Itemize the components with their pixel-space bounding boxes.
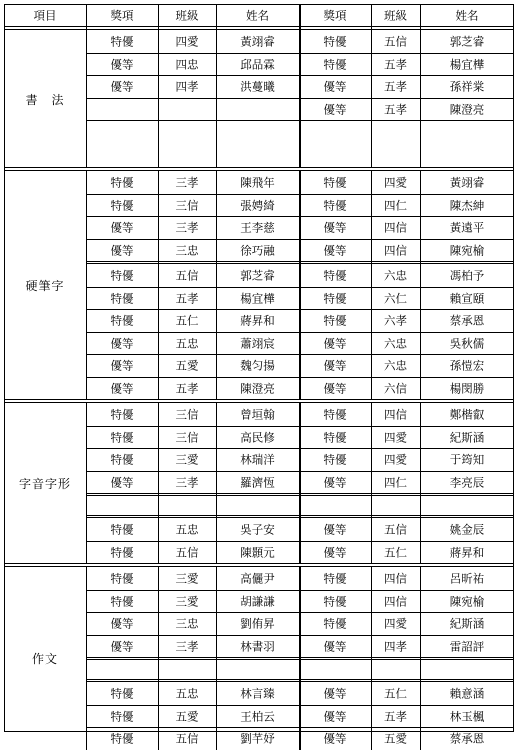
table-cell-award: 特優 xyxy=(110,407,134,422)
table-cell-name: 黃翊睿 xyxy=(240,34,275,49)
table-cell-award: 優等 xyxy=(110,475,134,489)
table-cell-name2: 賴宣頤 xyxy=(449,291,485,305)
section-title: 硬筆字 xyxy=(25,279,65,293)
section-rule xyxy=(4,170,514,171)
column-rule xyxy=(420,4,421,29)
table-cell-award2: 特優 xyxy=(323,198,347,212)
table-cell-class2: 五孝 xyxy=(384,709,407,723)
table-cell-award2: 特優 xyxy=(323,430,347,444)
table-cell-name: 林瑞洋 xyxy=(240,452,275,467)
table-cell-award: 特優 xyxy=(110,709,134,723)
table-cell-award2: 特優 xyxy=(323,34,347,49)
table-cell-name2: 郭芝睿 xyxy=(449,34,485,49)
column-rule xyxy=(371,403,372,563)
table-cell-name2: 呂昕祐 xyxy=(449,571,485,586)
table-cell-class: 五忠 xyxy=(175,686,199,701)
table-cell-award2: 特優 xyxy=(323,175,347,190)
table-cell-name: 陳飛年 xyxy=(240,175,275,190)
table-cell-class: 五信 xyxy=(175,545,199,559)
table-cell-award: 優等 xyxy=(110,79,134,94)
column-rule xyxy=(371,30,372,167)
column-rule xyxy=(299,567,301,750)
table-cell-name2: 陳澄亮 xyxy=(449,102,485,116)
table-cell-award2: 優等 xyxy=(323,336,347,350)
table-cell-name2: 賴意涵 xyxy=(449,686,485,701)
table-cell-award: 優等 xyxy=(110,220,134,235)
table-cell-class2: 五孝 xyxy=(384,102,407,116)
table-cell-class2: 四愛 xyxy=(384,430,407,444)
table-cell-award2: 特優 xyxy=(323,291,347,305)
table-cell-name2: 楊宜樺 xyxy=(449,57,485,71)
table-cell-award2: 優等 xyxy=(323,545,347,559)
table-cell-award2: 特優 xyxy=(323,268,347,283)
table-cell-name: 劉芊妤 xyxy=(240,731,275,746)
table-cell-award2: 特優 xyxy=(323,594,347,608)
section-title: 書 法 xyxy=(25,92,65,107)
table-cell-class: 五仁 xyxy=(175,313,199,328)
header-cell-item: 項目 xyxy=(33,8,57,23)
header-cell-award: 獎項 xyxy=(110,8,134,23)
table-cell-award2: 優等 xyxy=(323,709,347,723)
table-cell-award: 特優 xyxy=(110,731,134,746)
column-rule xyxy=(216,567,217,750)
table-cell-award: 特優 xyxy=(110,198,134,212)
column-rule xyxy=(371,4,372,29)
column-rule xyxy=(158,171,159,399)
table-cell-award: 優等 xyxy=(110,336,134,350)
table-cell-award2: 優等 xyxy=(323,358,347,373)
table-cell-award2: 特優 xyxy=(323,616,347,631)
table-cell-award: 優等 xyxy=(110,639,134,653)
table-cell-class: 三愛 xyxy=(175,452,199,467)
table-cell-class: 三孝 xyxy=(175,175,199,190)
table-cell-name2: 紀斯涵 xyxy=(449,616,485,631)
table-cell-award: 特優 xyxy=(110,571,134,586)
table-cell-class: 三孝 xyxy=(175,639,199,653)
table-cell-name: 蔣昇和 xyxy=(240,313,275,328)
column-rule xyxy=(299,171,301,399)
column-rule xyxy=(86,171,87,399)
table-cell-class2: 六忠 xyxy=(384,336,407,350)
table-cell-class: 五孝 xyxy=(175,291,199,305)
table-cell-award2: 特優 xyxy=(323,571,347,586)
table-cell-class: 三忠 xyxy=(175,243,199,257)
table-cell-award: 特優 xyxy=(110,452,134,467)
table-cell-award: 特優 xyxy=(110,686,134,701)
table-cell-name2: 陳宛榆 xyxy=(449,243,485,257)
section-rule xyxy=(4,402,514,403)
table-cell-award: 優等 xyxy=(110,381,134,395)
table-cell-class: 五愛 xyxy=(175,358,199,373)
table-cell-class2: 五孝 xyxy=(384,57,407,71)
table-cell-name: 洪蔓曦 xyxy=(240,79,275,94)
table-cell-award2: 優等 xyxy=(323,381,347,395)
table-cell-class: 四愛 xyxy=(175,34,199,49)
header-cell-class2: 班級 xyxy=(384,8,407,23)
table-cell-class2: 五信 xyxy=(384,522,407,537)
table-cell-class: 三孝 xyxy=(175,220,199,235)
table-cell-class2: 四愛 xyxy=(384,616,407,631)
table-cell-class: 五忠 xyxy=(175,522,199,537)
table-cell-award2: 優等 xyxy=(323,686,347,701)
table-cell-class2: 五信 xyxy=(384,34,407,49)
table-cell-class2: 四愛 xyxy=(384,175,407,190)
table-cell-class: 三信 xyxy=(175,430,199,444)
table-cell-class2: 四信 xyxy=(384,220,407,235)
header-cell-award2: 獎項 xyxy=(323,8,347,23)
header-cell-class: 班級 xyxy=(175,8,199,23)
table-cell-name: 曾垣翰 xyxy=(240,407,275,422)
section-title: 作文 xyxy=(31,652,59,667)
header-rule xyxy=(4,29,514,30)
table-cell-name2: 蔡承恩 xyxy=(449,313,485,328)
table-cell-award: 優等 xyxy=(110,57,134,71)
table-cell-class: 三愛 xyxy=(175,594,199,608)
column-rule xyxy=(299,4,301,29)
table-cell-name: 陳顥元 xyxy=(240,545,275,559)
section-title: 字音字形 xyxy=(18,477,72,491)
section-rule xyxy=(4,399,514,400)
column-rule xyxy=(299,30,301,167)
table-cell-award: 優等 xyxy=(110,358,134,373)
table-cell-name2: 蔣昇和 xyxy=(449,545,485,559)
table-cell-name: 高儷尹 xyxy=(240,571,275,586)
table-cell-award2: 特優 xyxy=(323,313,347,328)
table-cell-award: 優等 xyxy=(110,616,134,631)
table-cell-name2: 黃遠平 xyxy=(449,220,485,235)
section-rule xyxy=(4,167,514,168)
table-cell-class: 三忠 xyxy=(175,616,199,631)
column-rule xyxy=(216,171,217,399)
table-cell-name2: 蔡承恩 xyxy=(449,731,485,746)
table-cell-name: 劉侑昇 xyxy=(240,616,275,631)
table-cell-name: 林言臻 xyxy=(240,686,275,701)
table-cell-name2: 黃翊睿 xyxy=(449,175,485,190)
table-cell-name: 張娉綺 xyxy=(240,198,275,212)
table-cell-class: 五信 xyxy=(175,731,199,746)
column-rule xyxy=(86,567,87,750)
table-cell-name: 王李慈 xyxy=(240,220,275,235)
column-rule xyxy=(420,567,421,750)
table-cell-class2: 五仁 xyxy=(384,545,407,559)
table-cell-name: 徐巧融 xyxy=(240,243,275,257)
column-rule xyxy=(420,171,421,399)
table-cell-class2: 六信 xyxy=(384,381,407,395)
header-rule xyxy=(4,26,514,27)
column-rule xyxy=(371,567,372,750)
table-cell-class2: 四信 xyxy=(384,243,407,257)
table-cell-class2: 四信 xyxy=(384,571,407,586)
table-cell-name2: 楊閔勝 xyxy=(449,381,485,395)
table-cell-class: 五愛 xyxy=(175,709,199,723)
table-cell-award2: 優等 xyxy=(323,220,347,235)
table-cell-name: 楊宜樺 xyxy=(240,291,275,305)
header-cell-name2: 姓名 xyxy=(455,8,479,23)
table-cell-class2: 六忠 xyxy=(384,358,407,373)
table-cell-award: 特優 xyxy=(110,313,134,328)
table-cell-class2: 六孝 xyxy=(384,313,407,328)
table-cell-name: 郭芝睿 xyxy=(240,268,275,283)
table-cell-name2: 鄭楷叡 xyxy=(449,407,485,422)
table-cell-name2: 雷詔評 xyxy=(449,639,485,653)
table-cell-award: 特優 xyxy=(110,175,134,190)
table-cell-award2: 特優 xyxy=(323,452,347,467)
table-cell-name2: 陳杰紳 xyxy=(449,198,485,212)
table-cell-class: 五孝 xyxy=(175,381,199,395)
table-cell-award2: 優等 xyxy=(323,639,347,653)
column-rule xyxy=(420,30,421,167)
table-cell-name: 高民修 xyxy=(240,430,275,444)
table-cell-award2: 特優 xyxy=(323,407,347,422)
table-cell-class2: 四仁 xyxy=(384,475,407,489)
table-cell-class2: 五孝 xyxy=(384,79,407,94)
table-cell-class2: 四愛 xyxy=(384,452,407,467)
table-cell-name2: 紀斯涵 xyxy=(449,430,485,444)
column-rule xyxy=(299,403,301,563)
table-cell-award: 特優 xyxy=(110,268,134,283)
header-cell-name: 姓名 xyxy=(246,8,269,23)
table-cell-name2: 林玉楓 xyxy=(449,709,485,723)
table-cell-name2: 孫祥棠 xyxy=(449,79,485,94)
column-rule xyxy=(420,403,421,563)
table-cell-name: 羅濟恆 xyxy=(240,475,275,489)
table-border-top xyxy=(4,4,514,5)
table-cell-class2: 五愛 xyxy=(384,731,407,746)
table-cell-name2: 孫愷宏 xyxy=(449,358,485,373)
table-cell-class: 三信 xyxy=(175,198,199,212)
column-rule xyxy=(158,30,159,167)
column-rule xyxy=(158,403,159,563)
table-cell-class: 四忠 xyxy=(175,57,199,71)
table-cell-class: 五忠 xyxy=(175,336,199,350)
table-cell-class2: 六仁 xyxy=(384,291,407,305)
column-rule xyxy=(216,4,217,29)
table-cell-class2: 六忠 xyxy=(384,268,407,283)
table-cell-award: 優等 xyxy=(110,243,134,257)
table-cell-class: 三信 xyxy=(175,407,199,422)
table-cell-award: 特優 xyxy=(110,430,134,444)
column-rule xyxy=(86,30,87,167)
table-cell-class2: 四仁 xyxy=(384,198,407,212)
table-cell-award2: 優等 xyxy=(323,79,347,94)
column-rule xyxy=(158,567,159,750)
table-cell-award2: 優等 xyxy=(323,102,347,116)
table-cell-name2: 馮柏予 xyxy=(449,268,485,283)
column-rule xyxy=(216,403,217,563)
table-cell-name: 邱品霖 xyxy=(240,57,275,71)
table-cell-class2: 四孝 xyxy=(384,639,407,653)
table-cell-name: 蕭翊宸 xyxy=(240,336,275,350)
table-cell-class2: 四信 xyxy=(384,594,407,608)
table-cell-award: 特優 xyxy=(110,34,134,49)
table-cell-class: 三孝 xyxy=(175,475,199,489)
table-cell-award2: 特優 xyxy=(323,57,347,71)
table-cell-class2: 四信 xyxy=(384,407,407,422)
table-cell-class2: 五仁 xyxy=(384,686,407,701)
table-border-right xyxy=(513,4,514,732)
table-cell-award2: 優等 xyxy=(323,243,347,257)
award-table xyxy=(4,4,514,746)
section-rule xyxy=(4,563,514,564)
table-cell-class: 三愛 xyxy=(175,571,199,586)
table-cell-award2: 優等 xyxy=(323,731,347,746)
section-rule xyxy=(4,566,514,567)
table-cell-class: 四孝 xyxy=(175,79,199,94)
table-cell-name2: 吳秋儒 xyxy=(449,336,485,350)
table-cell-name: 林書羽 xyxy=(240,639,275,653)
table-cell-name: 魏匀揚 xyxy=(240,358,275,373)
column-rule xyxy=(86,403,87,563)
table-cell-name2: 姚金辰 xyxy=(449,522,485,537)
table-cell-name: 王柏云 xyxy=(240,709,275,723)
table-cell-name: 胡謙謙 xyxy=(240,594,275,608)
table-cell-class: 五信 xyxy=(175,268,199,283)
table-cell-award2: 優等 xyxy=(323,522,347,537)
table-cell-award: 特優 xyxy=(110,522,134,537)
column-rule xyxy=(158,4,159,29)
table-cell-award: 特優 xyxy=(110,291,134,305)
table-cell-award: 特優 xyxy=(110,545,134,559)
table-cell-award: 特優 xyxy=(110,594,134,608)
column-rule xyxy=(216,30,217,167)
table-cell-name2: 陳宛榆 xyxy=(449,594,485,608)
table-cell-name2: 李亮辰 xyxy=(449,475,485,489)
column-rule xyxy=(86,4,87,29)
table-border-left xyxy=(4,4,5,732)
table-cell-name2: 于筠知 xyxy=(449,452,485,467)
table-cell-award2: 優等 xyxy=(323,475,347,489)
table-cell-name: 陳澄亮 xyxy=(240,381,275,395)
column-rule xyxy=(371,171,372,399)
table-cell-name: 吳子安 xyxy=(240,522,275,537)
